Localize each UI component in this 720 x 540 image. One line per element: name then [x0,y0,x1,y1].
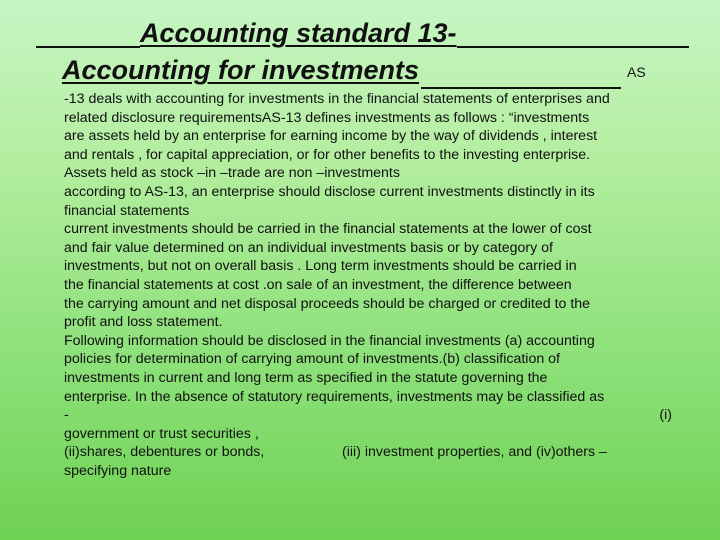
body-line: Following information should be disclosed in the financial investments (a) accounting [64,332,595,349]
body-line: investments, but not on overall basis . Long term investments should be carried in [64,258,577,275]
body-line: current investments should be carried in the financial statements at the lower of cost [64,221,592,238]
list-dash: - [64,407,69,424]
list-item-i-marker: (i) [659,407,672,424]
body-line: the carrying amount and net disposal proceeds should be charged or credited to the [64,295,591,312]
body-line: enterprise. In the absence of statutory requirements, investments may be classified as [64,388,605,405]
body-last-line: specifying nature [64,462,172,479]
body-line: investments in current and long term as specified in the statute governing the [64,369,548,386]
body-line: -13 deals with accounting for investments in the financial statements of enterprises and [64,91,610,107]
title-rule-right-2 [421,59,621,89]
title-text-1: Accounting standard 13- [140,18,457,48]
body-line: financial statements [64,202,190,219]
list-items-ii-iii [64,443,672,462]
list-item-iii-iv: (iii) investment properties, and (iv)others – [342,444,607,461]
body-line: and fair value determined on an individual investments basis or by category of [64,239,553,256]
body-line-list-marker [64,406,672,425]
title-text-2: Accounting for investments [62,55,420,85]
body-line: and rentals , for capital appreciation, or for other benefits to the investing enterprise. [64,146,591,163]
list-item-ii: (ii)shares, debentures or bonds, [64,444,265,461]
title-as-tag: AS [627,64,646,80]
body-line: related disclosure requirementsAS-13 defines investments as follows : “investments [64,109,590,126]
title-rule-left [36,22,140,48]
body-line: the financial statements at cost .on sale of an investment, the difference between [64,276,572,293]
body-text [64,90,672,480]
body-line: are assets held by an enterprise for earning income by the way of dividends , interest [64,128,598,145]
slide-title-line-2 [62,53,646,87]
slide-title-line-1 [36,18,716,48]
body-line: profit and loss statement. [64,314,223,331]
body-line: Assets held as stock –in –trade are non –investments [64,165,400,182]
list-item-i-text: government or trust securities , [64,425,259,442]
title-rule-right [457,22,689,48]
body-line: policies for determination of carrying amount of investments.(b) classification of [64,351,560,368]
body-line: according to AS-13, an enterprise should disclose current investments distinctly in its [64,183,595,200]
